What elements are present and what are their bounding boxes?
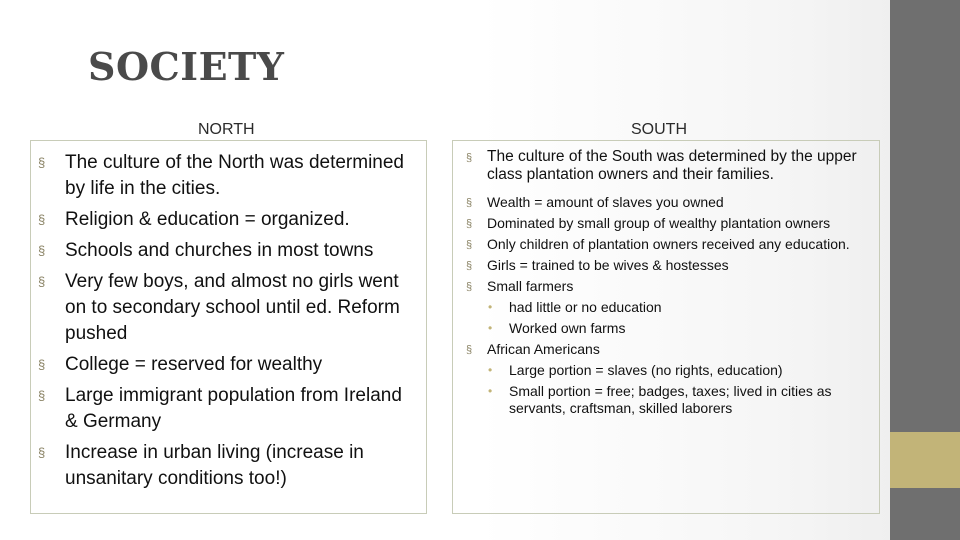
dot-bullet-icon: •	[488, 321, 493, 335]
north-bullet-list	[38, 150, 418, 497]
square-bullet-icon: §	[466, 344, 473, 356]
square-bullet-icon: §	[38, 388, 46, 403]
list-item: § Wealth = amount of slaves you owned	[466, 194, 724, 210]
north-heading: NORTH	[198, 121, 255, 138]
square-bullet-icon: §	[38, 274, 46, 289]
list-item: § Girls = trained to be wives & hostesses	[466, 257, 729, 273]
square-bullet-icon: §	[38, 243, 46, 258]
sub-list-item: • Small portion = free; badges, taxes; lived in cities as servants, craftsman, skilled laborers	[488, 383, 832, 416]
square-bullet-icon: §	[466, 281, 473, 293]
list-item: § Very few boys, and almost no girls went on to secondary school until ed. Reform pushed	[38, 271, 400, 344]
sub-list-item: • had little or no education	[488, 299, 662, 315]
list-item: § Small farmers	[466, 278, 574, 294]
list-item: § African Americans	[466, 341, 600, 357]
square-bullet-icon: §	[38, 357, 46, 372]
list-item: § Schools and churches in most towns	[38, 238, 418, 264]
list-item: § Only children of plantation owners received any education.	[466, 236, 850, 252]
list-item: § College = reserved for wealthy	[38, 352, 418, 378]
sub-list-item: • Large portion = slaves (no rights, education)	[488, 362, 783, 378]
list-item: § Dominated by small group of wealthy plantation owners	[466, 215, 831, 231]
square-bullet-icon: §	[466, 152, 473, 164]
sidebar-accent-block	[890, 432, 960, 488]
list-item: § Religion & education = organized.	[38, 207, 418, 233]
south-heading: SOUTH	[631, 121, 687, 138]
square-bullet-icon: §	[38, 212, 46, 227]
sub-list-item: • Worked own farms	[488, 320, 626, 336]
square-bullet-icon: §	[466, 218, 473, 230]
dot-bullet-icon: •	[488, 384, 493, 398]
south-bullet-list	[466, 148, 876, 421]
list-item: § The culture of the South was determined by the upper class plantation owners and their families.	[466, 148, 857, 183]
square-bullet-icon: §	[466, 239, 473, 251]
list-item: § The culture of the North was determined by life in the cities.	[38, 152, 405, 199]
square-bullet-icon: §	[38, 445, 46, 460]
slide-title: SOCIETY	[88, 44, 285, 89]
square-bullet-icon: §	[466, 197, 473, 209]
list-item: § Increase in urban living (increase in unsanitary conditions too!)	[38, 442, 364, 489]
list-item: § Large immigrant population from Ireland & Germany	[38, 385, 402, 432]
square-bullet-icon: §	[466, 260, 473, 272]
dot-bullet-icon: •	[488, 300, 493, 314]
decorative-sidebar	[890, 0, 960, 540]
square-bullet-icon: §	[38, 155, 46, 170]
dot-bullet-icon: •	[488, 363, 493, 377]
